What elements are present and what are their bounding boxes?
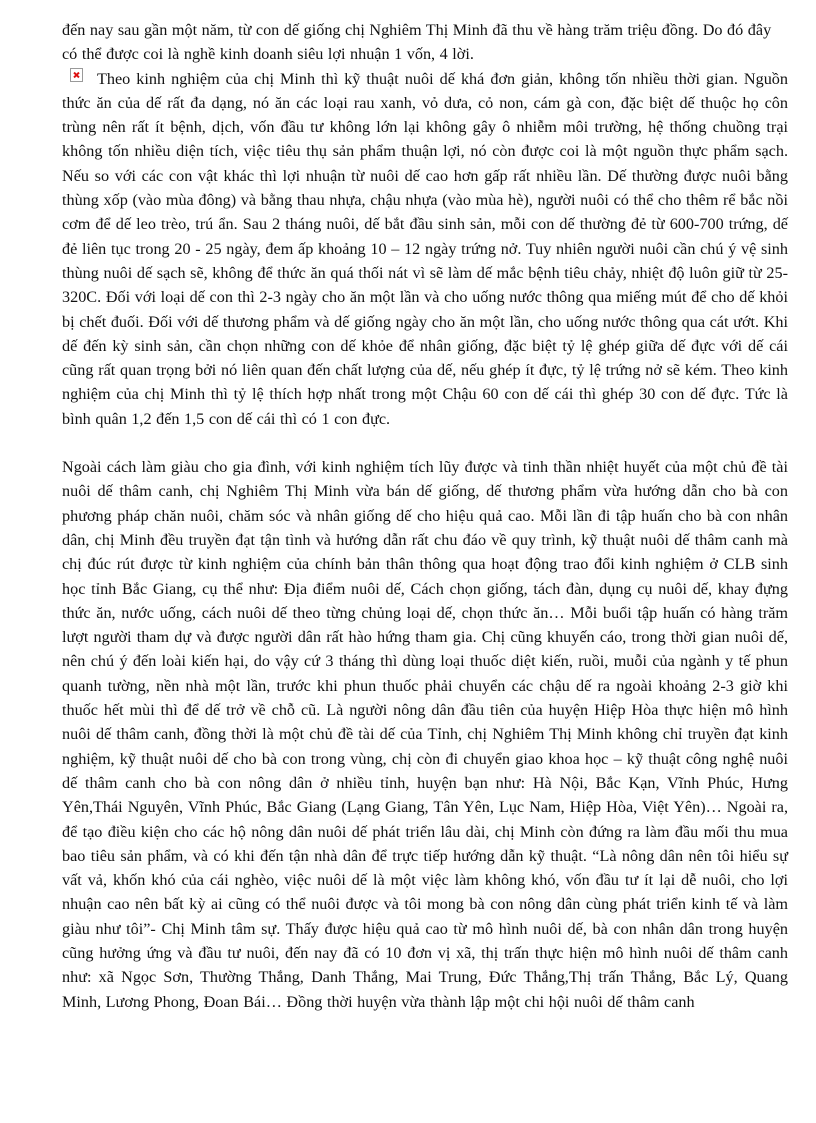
technique-paragraph-text: Theo kinh nghiệm của chị Minh thì kỹ thuật nuôi dế khá đơn giản, không tốn nhiều thời gian. Nguồn thức ăn của dế rất đa dạng, nó ăn các loại rau xanh, vỏ dưa, cỏ non, cám gà con, đặc biệt dế thuộc họ côn trùng nên rất ít bệnh, dịch, vốn đầu tư không lớn lại không gây ô nhiễm môi trường, hệ thống chuồng trại không tốn nhiều diện tích, việc tiêu thụ sản phẩm thuận lợi, nó còn được coi là một nguồn thực phẩm sạch. Nếu so với các con vật khác thì lợi nhuận từ nuôi dế cao hơn gấp rất nhiều lần. Dế thường được nuôi bằng thùng xốp (vào mùa đông) và bằng thau nhựa, chậu nhựa (vào mùa hè), người nuôi có thể cho thêm rể bắc nồi cơm để dế leo trèo, trú ẩn. Sau 2 tháng nuôi, dế bắt đầu sinh sản, mỗi con dế thường đẻ từ 600-700 trứng, dế đẻ liên tục trong 20 - 25 ngày, đem ấp khoảng 10 – 12 ngày trứng nở. Tuy nhiên người nuôi cần chú ý vệ sinh thùng nuôi dế sạch sẽ, không để thức ăn quá thối nát vì sẽ làm dế mắc bệnh tiêu chảy, nhiệt độ luôn giữ từ 25-320C. Đối với loại dế con thì 2-3 ngày cho ăn một lần và cho uống nước thông qua miếng mút để cho dế khỏi bị chết đuối. Đối với dế thương phẩm và dế giống ngày cho ăn một lần, cho uống nước thông qua cát ướt. Khi dế đến kỳ sinh sản, cần chọn những con dế khỏe để nhân giống, đặc biệt tỷ lệ ghép giữa dế đực với dế cái cũng rất quan trọng bởi nó liên quan đến chất lượng của dế, nếu ghép ít đực, tỷ lệ trứng nở sẽ kém. Theo kinh nghiệm của chị Minh thì tỷ lệ thích hợp nhất trong một Chậu 60 con dế cái thì ghép 30 con dế đực. Tức là bình quân 1,2 đến 1,5 con dế cái thì có 1 con đực.: [62, 69, 788, 428]
intro-paragraph: đến nay sau gần một năm, từ con dế giống chị Nghiêm Thị Minh đã thu về hàng trăm triệu đồng. Do đó đây có thể được coi là nghề kinh doanh siêu lợi nhuận 1 vốn, 4 lời.: [62, 21, 772, 64]
technique-paragraph: [62, 67, 788, 431]
paragraph-spacer: [62, 431, 788, 455]
broken-image-icon: [70, 68, 83, 82]
outreach-paragraph: Ngoài cách làm giàu cho gia đình, với kinh nghiệm tích lũy được và tinh thần nhiệt huyết của một chủ đề tài nuôi dế thâm canh, chị Nghiêm Thị Minh vừa bán dế giống, dế thương phẩm vừa hướng dẫn cho bà con phương pháp chăn nuôi, chăm sóc và nhân giống dế cho hiệu quả cao. Mỗi lần đi tập huấn cho bà con nhân dân, chị Minh đều truyền đạt tận tình và hướng dẫn rất chu đáo về quy trình, kỹ thuật nuôi dế thâm canh mà chị đúc rút được từ kinh nghiệm của chính bản thân thông qua hoạt động trao đổi kinh nghiệm ở CLB sinh học tỉnh Bắc Giang, cụ thể như: Địa điểm nuôi dế, Cách chọn giống, tách đàn, dụng cụ nuôi dế, khay đựng thức ăn, nước uống, cách nuôi dế theo từng chủng loại dế, chọn thức ăn… Mỗi buổi tập huấn có hàng trăm lượt người tham dự và được người dân rất hào hứng tham gia. Chị cũng khuyến cáo, trong thời gian nuôi dế, nên chú ý đến loài kiến hại, do vậy cứ 3 tháng thì dùng loại thuốc diệt kiến, ruồi, muỗi của ngành y tế phun quanh tường, nền nhà một lần, trước khi phun thuốc phải chuyển các chậu dế ra ngoài khoảng 2-3 giờ khi thuốc hết mùi thì để dế trở về chỗ cũ. Là người nông dân đầu tiên của huyện Hiệp Hòa thực hiện mô hình nuôi dế thâm canh, đồng thời là một chủ đề tài dế của Tỉnh, chị Nghiêm Thị Minh không chỉ truyền đạt kinh nghiệm, kỹ thuật nuôi dế cho bà con trong vùng, chị còn đi chuyển giao khoa học – kỹ thuật công nghệ nuôi dế thâm canh cho bà con nông dân ở nhiều tỉnh, huyện bạn như: Hà Nội, Bắc Kạn, Vĩnh Phúc, Hưng Yên,Thái Nguyên, Vĩnh Phúc, Bắc Giang (Lạng Giang, Tân Yên, Lục Nam, Hiệp Hòa, Việt Yên)… Ngoài ra, để tạo điều kiện cho các hộ nông dân nuôi dế phát triển lâu dài, chị Minh còn đứng ra làm đầu mối thu mua bao tiêu sản phẩm, và có khi đến tận nhà dân để trực tiếp hướng dẫn kỹ thuật. “Là nông dân nên tôi hiểu sự vất vả, khốn khó của cái nghèo, việc nuôi dế là một việc làm không khó, vốn đầu tư ít lại dễ nuôi, cho lợi nhuận cao nên bất kỳ ai cũng có thể nuôi được và tôi mong bà con nông dân cùng phát triển kinh tế và làm giàu như tôi”- Chị Minh tâm sự. Thấy được hiệu quả cao từ mô hình nuôi dế, bà con nhân dân trong huyện cũng hưởng ứng và đầu tư nuôi, đến nay đã có 10 đơn vị xã, thị trấn thực hiện mô hình nuôi dế thâm canh như: xã Ngọc Sơn, Thường Thắng, Danh Thắng, Mai Trung, Đức Thắng,Thị trấn Thắng, Bắc Lý, Quang Minh, Lương Phong, Đoan Bái… Đồng thời huyện vừa thành lập một chi hội nuôi dế thâm canh: [62, 458, 788, 1011]
document-page: [62, 18, 788, 1014]
